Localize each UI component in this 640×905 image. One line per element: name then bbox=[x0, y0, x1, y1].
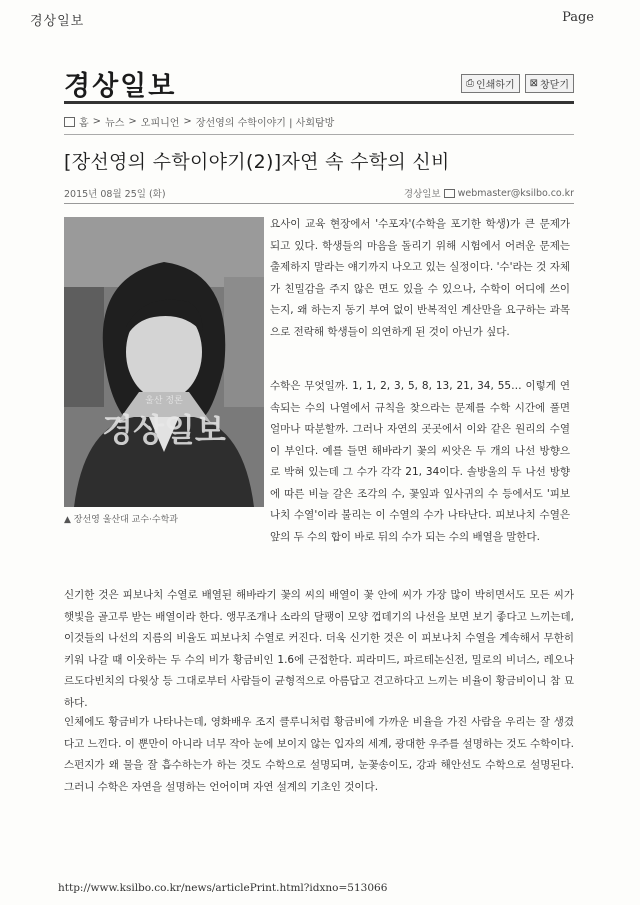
masthead bbox=[64, 62, 574, 102]
article-date: 2015년 08월 25일 (화) bbox=[64, 189, 166, 200]
breadcrumb bbox=[64, 114, 334, 129]
breadcrumb-item-column[interactable]: 장선영의 수학이야기 | 사회탐방 bbox=[195, 118, 335, 129]
article-meta bbox=[64, 186, 574, 200]
breadcrumb-item-opinion[interactable]: 오피니언 bbox=[140, 118, 180, 129]
close-button-label: 창닫기 bbox=[540, 80, 569, 91]
printer-icon: ⎙ bbox=[465, 78, 474, 89]
close-icon: ⊠ bbox=[529, 78, 539, 89]
breadcrumb-separator: > bbox=[92, 116, 102, 127]
photo-watermark-small: 울산 정론 bbox=[145, 396, 183, 406]
email-icon bbox=[444, 189, 455, 198]
masthead-divider bbox=[64, 101, 574, 104]
print-button[interactable] bbox=[461, 74, 520, 93]
breadcrumb-separator: > bbox=[128, 116, 137, 127]
print-button-label: 인쇄하기 bbox=[475, 80, 515, 91]
footer-url: http://www.ksilbo.co.kr/news/articlePrint.html?idxno=513066 bbox=[58, 882, 388, 894]
breadcrumb-item-news[interactable]: 뉴스 bbox=[105, 118, 125, 129]
breadcrumb-separator: > bbox=[183, 116, 192, 127]
print-header-title: 경상일보 bbox=[30, 14, 85, 29]
article-byline: 경상일보 bbox=[403, 189, 441, 200]
article-paragraph: 요사이 교육 현장에서 '수포자'(수학을 포기한 학생)가 큰 문제가 되고 있다. 학생들의 마음을 돌리기 위해 시험에서 어려운 문제는 출제하지 말라는 얘기까지 나오고 있는 실정이다. '수'라는 것 자체가 친밀감을 주지 않은 면도 있을 수 있으나, 수학이 어디에 쓰이는지, 왜 하는지 동기 부여 없이 반복적인 계산만을 요구하는 과목으로 전락해 학생들이 의연하게 된 것이 아닌가 싶다. bbox=[270, 218, 570, 338]
article-paragraph: 인체에도 황금비가 나타나는데, 영화배우 조지 클루니처럼 황금비에 가까운 비율을 가진 사람을 우리는 잘 생겼다고 느낀다. 이 뿐만이 아니라 너무 작아 눈에 보이지 않는 입자의 세계, 광대한 우주를 설명하는 것도 수학이다. 스펀지가 왜 물을 잘 흡수하는가 하는 것도 수학으로 설명되며, 눈꽃송이도, 강과 해안선도 수학으로 설명된다. 그러니 수학은 자연을 설명하는 언어이며 자연 설계의 기초인 것이다. bbox=[64, 716, 574, 793]
article-paragraph: 수학은 무엇일까. 1, 1, 2, 3, 5, 8, 13, 21, 34, 55… 이렇게 연속되는 수의 나열에서 규칙을 찾으라는 문제를 수학 시간에 풀면 얼마나 따분할까. 그러나 자연의 곳곳에서 이와 같은 원리의 수열이 부인다. 예를 들면 해바라기 꽃의 씨앗은 두 개의 나선 방향으로 박혀 있는데 그 수가 각각 21, 34이다. 솔방울의 두 나선 방향에 따른 비늘 갈은 조각의 수, 꽃잎과 잎사귀의 수 등에서도 '피보나치 수열'이라 불리는 이 수열의 수가 나타난다. 피보나치 수열은 앞의 두 수의 합이 바로 뒤의 수가 되는 수의 배열을 말한다. bbox=[270, 380, 570, 543]
newspaper-logo: 경상일보 bbox=[64, 71, 177, 102]
author-portrait-illustration bbox=[64, 217, 264, 507]
article-headline: [장선영의 수학이야기(2)]자연 속 수학의 신비 bbox=[64, 151, 450, 173]
meta-divider bbox=[64, 203, 574, 204]
article-paragraph: 신기한 것은 피보나치 수열로 배열된 해바라기 꽃의 씨의 배열이 꽃 안에 씨가 가장 많이 박히면서도 모든 씨가 햇빛을 골고루 받는 배열이라 한다. 앵무조개나 소라의 달팽이 모양 껍데기의 나선을 보면 보기 좋다고 느끼는데, 이것들의 나선의 지름의 비율도 피보나치 수열로 커진다. 더욱 신기한 것은 이 피보나치 수열을 계속해서 무한히 키워 나갈 때 이웃하는 두 수의 비가 황금비인 1.6에 근접한다. 피라미드, 파르테논신전, 밀로의 비너스, 레오나르도다빈치의 다윗상 등 그대로부터 사람들이 균형적으로 아름답고 견고하다고 느끼는 비율이 황금비이니 참 묘하다. bbox=[64, 589, 574, 709]
photo-caption: ▲ 장선영 울산대 교수·수학과 bbox=[64, 515, 178, 525]
breadcrumb-divider bbox=[64, 134, 574, 135]
photo-watermark: 경상일보 bbox=[102, 411, 226, 449]
article-email[interactable]: webmaster@ksilbo.co.kr bbox=[457, 187, 574, 199]
home-icon bbox=[64, 117, 75, 127]
author-photo bbox=[64, 217, 264, 507]
breadcrumb-item-home[interactable]: 홈 bbox=[79, 118, 89, 129]
close-button[interactable] bbox=[525, 74, 574, 93]
print-header-page: Page bbox=[562, 10, 594, 25]
